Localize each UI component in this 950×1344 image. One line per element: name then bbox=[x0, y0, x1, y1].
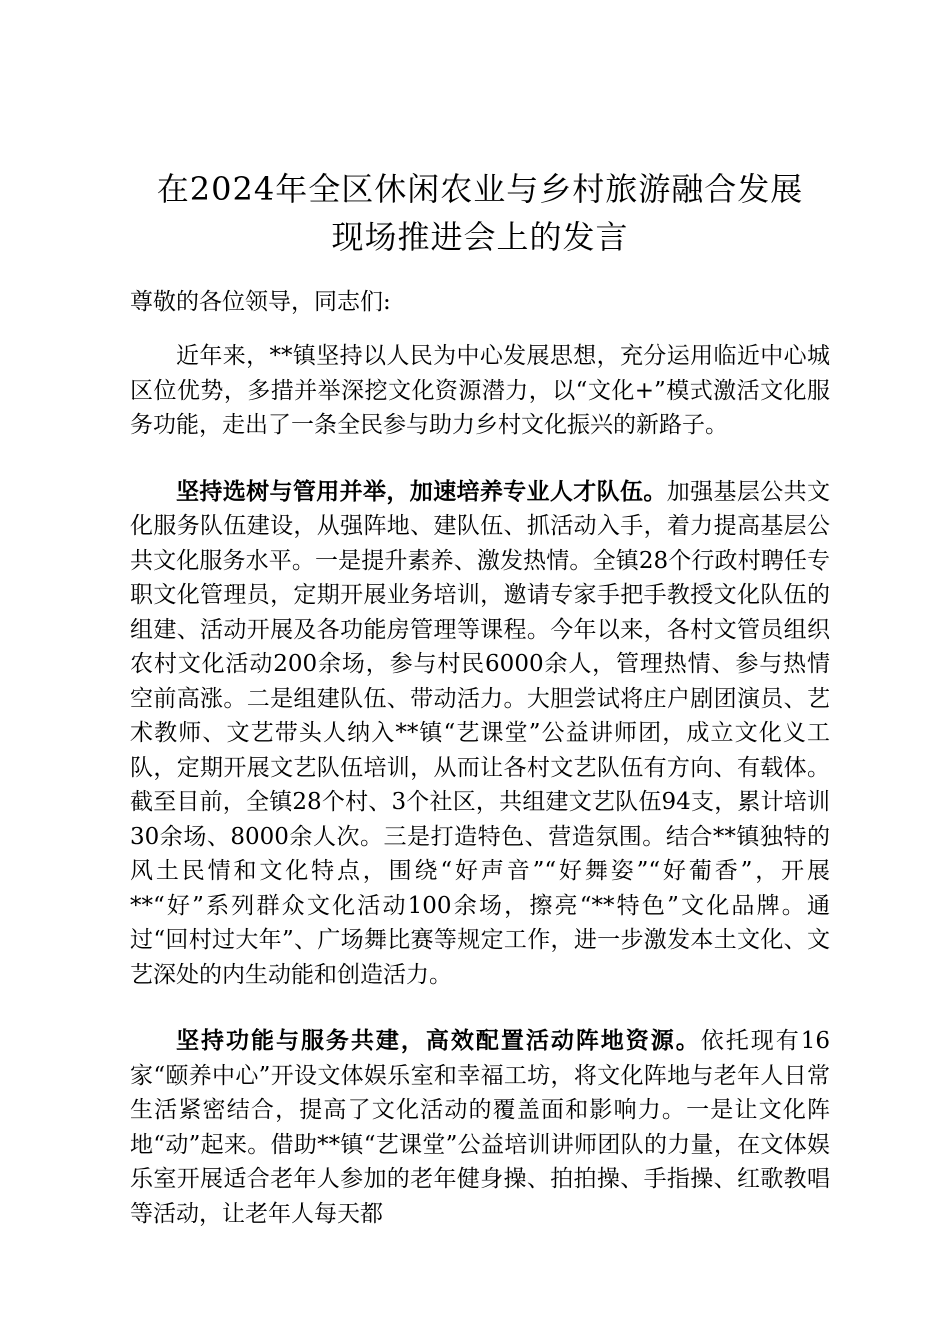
paragraph-body: 近年来，**镇坚持以人民为中心发展思想，充分运用临近中心城区位优势，多措并举深挖文化资源潜力，以“文化+”模式激活文化服务功能，走出了一条全民参与助力乡村文化振兴的新路子。 bbox=[130, 343, 830, 438]
document-page bbox=[130, 165, 830, 1231]
title-line-1: 在2024年全区休闲农业与乡村旅游融合发展 bbox=[156, 170, 804, 208]
paragraph-venues bbox=[130, 1024, 830, 1231]
paragraph-body: 加强基层公共文化服务队伍建设，从强阵地、建队伍、抓活动入手，着力提高基层公共文化服务水平。一是提升素养、激发热情。全镇28个行政村聘任专职文化管理员，定期开展业务培训，邀请专家手把手教授文化队伍的组建、活动开展及各功能房管理等课程。今年以来，各村文管员组织农村文化活动200余场，参与村民6000余人，管理热情、参与热情空前高涨。二是组建队伍、带动活力。大胆尝试将庄户剧团演员、艺术教师、文艺带头人纳入**镇“艺课堂”公益讲师团，成立文化义工队，定期开展文艺队伍培训，从而让各村文艺队伍有方向、有载体。截至目前，全镇28个村、3个社区，共组建文艺队伍94支，累计培训30余场、8000余人次。三是打造特色、营造氛围。结合**镇独特的风土民情和文化特点，围绕“好声音”“好舞姿”“好葡香”，开展**“好”系列群众文化活动100余场，擦亮“**特色”文化品牌。通过“回村过大年”、广场舞比赛等规定工作，进一步激发本土文化、文艺深处的内生动能和创造活力。 bbox=[130, 478, 831, 988]
paragraph-heading: 坚持功能与服务共建，高效配置活动阵地资源。 bbox=[176, 1027, 701, 1054]
title-line-2: 现场推进会上的发言 bbox=[331, 218, 629, 256]
paragraph-talent bbox=[130, 475, 830, 993]
paragraph-intro bbox=[130, 339, 830, 443]
paragraph-body: 依托现有16家“颐养中心”开设文体娱乐室和幸福工坊，将文化阵地与老年人日常生活紧密结合，提高了文化活动的覆盖面和影响力。一是让文化阵地“动”起来。借助**镇“艺课堂”公益培训讲师团队的力量，在文体娱乐室开展适合老年人参加的老年健身操、拍拍操、手指操、红歌教唱等活动，让老年人每天都 bbox=[130, 1028, 830, 1227]
greeting: 尊敬的各位领导，同志们: bbox=[130, 289, 391, 315]
document-title bbox=[130, 165, 830, 261]
paragraph-heading: 坚持选树与管用并举，加速培养专业人才队伍。 bbox=[176, 477, 667, 505]
